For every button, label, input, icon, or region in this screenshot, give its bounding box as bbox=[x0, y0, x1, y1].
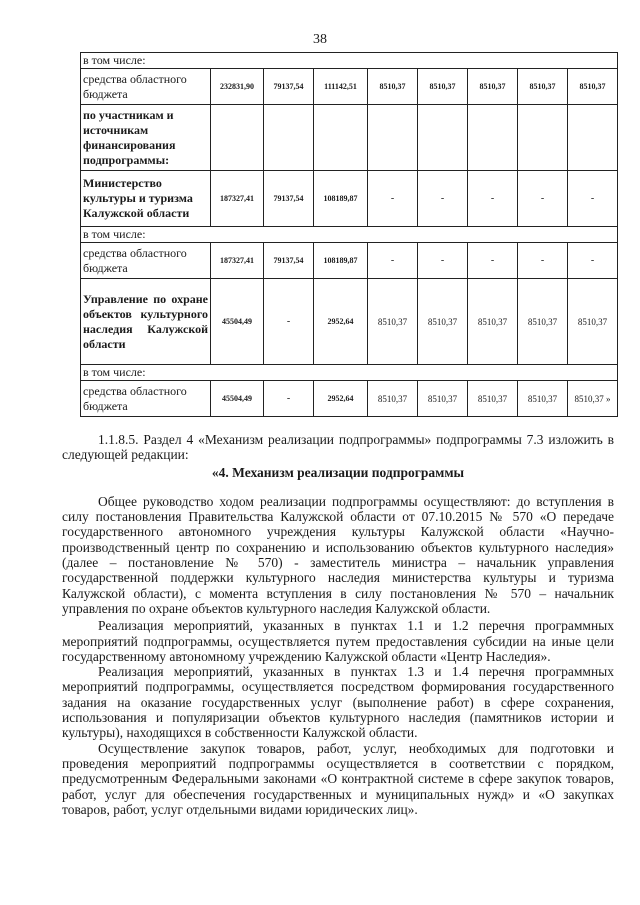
table-cell: - bbox=[468, 243, 518, 279]
table-cell: 8510,37 bbox=[418, 381, 468, 417]
table-cell: 79137,54 bbox=[264, 171, 314, 227]
table-row bbox=[81, 227, 618, 243]
table-cell: 8510,37 bbox=[568, 69, 618, 105]
table-cell: 45504,49 bbox=[211, 381, 264, 417]
budget-table-body bbox=[81, 53, 618, 417]
row-label: Министерство культуры и туризма Калужской области bbox=[81, 171, 211, 227]
paragraph-4: Осуществление закупок товаров, работ, услуг, необходимых для подготовки и проведения мероприятий подпрограммы осуществляется в соответствии с порядком, предусмотренным Федеральными законами «О контрактной системе в сфере закупок товаров, работ, услуг для обеспечения государственных и муниципальных нужд» и «О закупках товаров, работ, услуг отдельными видами юридических лиц». bbox=[62, 740, 614, 817]
table-cell: - bbox=[518, 243, 568, 279]
table-cell: 187327,41 bbox=[211, 243, 264, 279]
table-cell: 108189,87 bbox=[314, 243, 368, 279]
table-cell: 8510,37 bbox=[568, 279, 618, 365]
table-cell: 8510,37 bbox=[418, 279, 468, 365]
table-cell bbox=[518, 105, 568, 171]
table-row bbox=[81, 105, 618, 171]
table-cell: - bbox=[418, 171, 468, 227]
table-cell: 111142,51 bbox=[314, 69, 368, 105]
table-row bbox=[81, 279, 618, 365]
document-body bbox=[62, 432, 614, 817]
row-label: средства областного бюджета bbox=[81, 243, 211, 279]
table-cell: - bbox=[368, 171, 418, 227]
table-row bbox=[81, 243, 618, 279]
table-cell: 8510,37 bbox=[368, 69, 418, 105]
table-cell: - bbox=[468, 171, 518, 227]
table-row bbox=[81, 171, 618, 227]
table-cell: 2952,64 bbox=[314, 381, 368, 417]
row-label: в том числе: bbox=[81, 53, 618, 69]
table-cell bbox=[314, 105, 368, 171]
table-cell bbox=[368, 105, 418, 171]
table-cell bbox=[211, 105, 264, 171]
table-cell: 79137,54 bbox=[264, 69, 314, 105]
section-heading: «4. Механизм реализации подпрограммы bbox=[211, 464, 465, 480]
row-label: средства областного бюджета bbox=[81, 69, 211, 105]
paragraph-2: Реализация мероприятий, указанных в пунктах 1.1 и 1.2 перечня программных мероприятий подпрограммы, осуществляется путем предоставления субсидии на иные цели государственному автономному учреждению Калужской области «Центр Наследия». bbox=[62, 618, 614, 664]
paragraph-3: Реализация мероприятий, указанных в пунктах 1.3 и 1.4 перечня программных мероприятий подпрограммы, осуществляется посредством формирования государственного задания на оказание государственных услуг (выполнение работ) в сфере сохранения, использования и популяризации объектов культурного наследия (памятников истории и культуры), находящихся в собственности Калужской области. bbox=[62, 664, 614, 741]
table-cell: 187327,41 bbox=[211, 171, 264, 227]
table-cell bbox=[418, 105, 468, 171]
row-label: Управление по охране объектов культурного наследия Калужской области bbox=[81, 279, 211, 365]
row-label: средства областного бюджета bbox=[81, 381, 211, 417]
paragraph-1: Общее руководство ходом реализации подпрограммы осуществляют: до вступления в силу постановления Правительства Калужской области от 07.10.2015 № 570 «О передаче государственного автономного учреждения культуры Калужской области «Научно-производственный центр по сохранению и использованию объектов культурного наследия» (далее – постановление № 570) - заместитель министра – начальник управления государственной поддержки культурного наследия министерства культуры и туризма Калужской области), с момента вступления в силу постановления № 570 – начальник управления по охране объектов культурного наследия Калужской области. bbox=[62, 493, 614, 616]
table-cell: 8510,37 » bbox=[568, 381, 618, 417]
table-row bbox=[81, 365, 618, 381]
page-number: 38 bbox=[313, 32, 327, 47]
table-cell: 8510,37 bbox=[468, 69, 518, 105]
table-row bbox=[81, 381, 618, 417]
budget-table bbox=[80, 52, 618, 417]
table-row bbox=[81, 69, 618, 105]
row-label: в том числе: bbox=[81, 365, 618, 381]
row-label: в том числе: bbox=[81, 227, 618, 243]
table-cell: 8510,37 bbox=[368, 381, 418, 417]
table-cell: - bbox=[264, 381, 314, 417]
table-cell: 8510,37 bbox=[468, 279, 518, 365]
table-cell: - bbox=[368, 243, 418, 279]
table-cell: 232831,90 bbox=[211, 69, 264, 105]
table-cell: - bbox=[568, 243, 618, 279]
table-cell: - bbox=[568, 171, 618, 227]
table-cell: 8510,37 bbox=[518, 69, 568, 105]
table-cell: 2952,64 bbox=[314, 279, 368, 365]
row-label: по участникам и источникам финансирования подпрограммы: bbox=[81, 105, 211, 171]
table-cell bbox=[568, 105, 618, 171]
table-cell: 8510,37 bbox=[468, 381, 518, 417]
table-cell: 79137,54 bbox=[264, 243, 314, 279]
table-cell: 108189,87 bbox=[314, 171, 368, 227]
table-cell: - bbox=[518, 171, 568, 227]
table-cell bbox=[264, 105, 314, 171]
table-cell: 8510,37 bbox=[368, 279, 418, 365]
table-cell: 8510,37 bbox=[518, 381, 568, 417]
table-cell: - bbox=[418, 243, 468, 279]
table-cell: - bbox=[264, 279, 314, 365]
table-row bbox=[81, 53, 618, 69]
table-cell: 45504,49 bbox=[211, 279, 264, 365]
table-cell: 8510,37 bbox=[418, 69, 468, 105]
table-cell bbox=[468, 105, 518, 171]
table-cell: 8510,37 bbox=[518, 279, 568, 365]
intro-paragraph: 1.1.8.5. Раздел 4 «Механизм реализации подпрограммы» подпрограммы 7.3 изложить в следующей редакции: bbox=[62, 432, 614, 463]
